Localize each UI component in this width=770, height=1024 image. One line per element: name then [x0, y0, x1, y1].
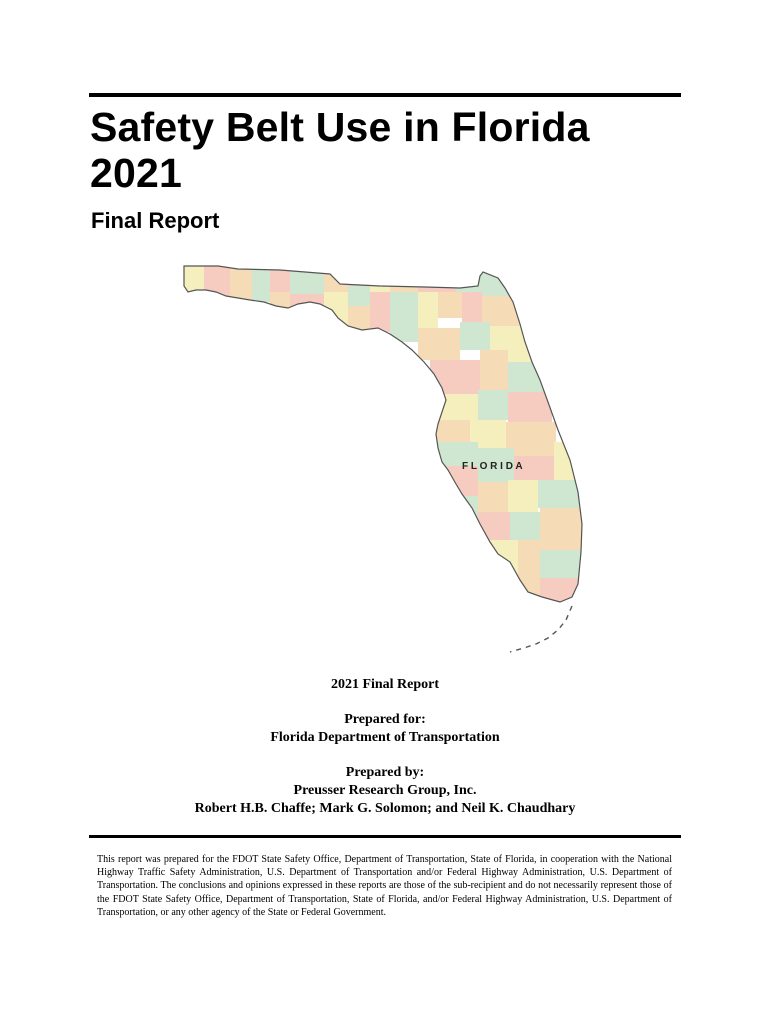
report-name: 2021 Final Report — [330, 677, 440, 692]
prepared-by-label: Prepared by: — [345, 765, 425, 780]
report-subtitle: Final Report — [91, 208, 220, 233]
bottom-rule — [89, 835, 681, 838]
report-title — [90, 104, 590, 196]
title-line-2: 2021 — [90, 150, 183, 196]
prepared-by-organization: Preusser Research Group, Inc. — [293, 783, 477, 798]
map-state-label: F L O R I D A — [462, 461, 523, 472]
top-rule — [89, 93, 681, 97]
prepared-for-label: Prepared for: — [344, 712, 426, 727]
disclaimer-text: This report was prepared for the FDOT State Safety Office, Department of Transportation, State of Florida, in cooperation with the National Highway Traffic Safety Administration, U.S. Department of Transportation and/or Federal Highway Administration, U.S. Department of Transportation. The conclusions and opinions expressed in these reports are those of the sub-recipient and do not necessarily represent those of the FDOT State Safety Office, Department of Transportation, State of Florida, and/or Federal Highway Administration, U.S. Department of Transportation, or any other agency of the State or Federal Government. — [97, 854, 672, 918]
report-authors: Robert H.B. Chaffe; Mark G. Solomon; and Neil K. Chaudhary — [194, 801, 576, 816]
florida-county-map — [180, 262, 590, 662]
title-line-1: Safety Belt Use in Florida — [90, 104, 590, 150]
prepared-for-agency: Florida Department of Transportation — [270, 730, 500, 745]
